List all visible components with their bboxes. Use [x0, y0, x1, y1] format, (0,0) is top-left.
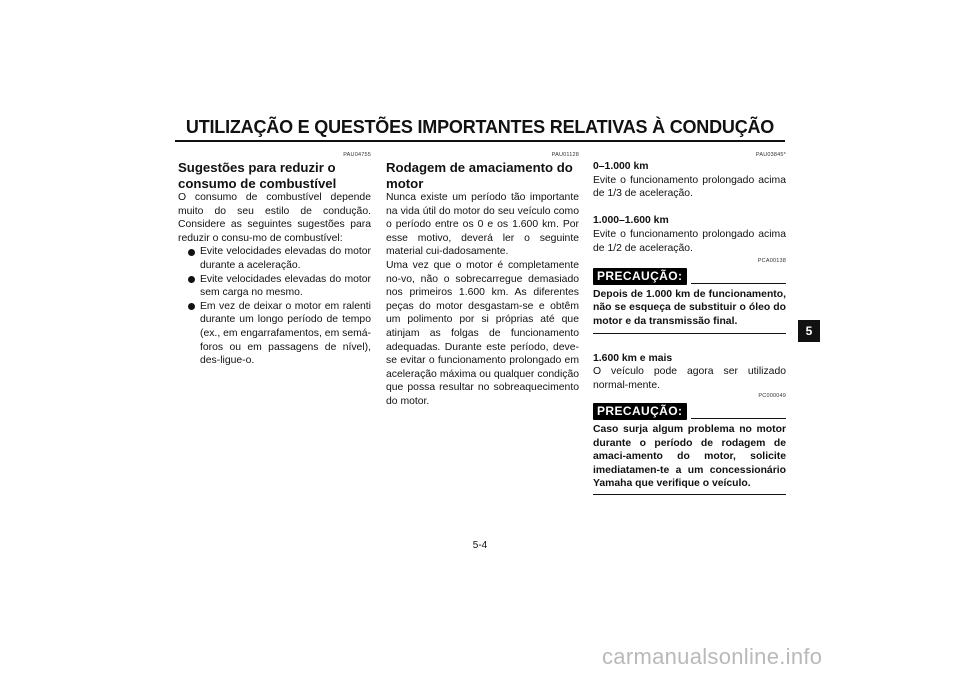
break-in-paragraph-1: Nunca existe um período tão importante na vida útil do motor do seu veículo como o período entre os 0 e os 1.600 km. Por esse motivo, deverá ler o seguinte material cui-dadosamente.	[386, 192, 579, 258]
break-in-paragraph-2: Uma vez que o motor é completamente no-vo, não o sobrecarregue demasiado nos primeiros 1.600 km. As diferentes peças do motor desgastam-se e obtêm um polimento por si próprias até que atinjam as folgas de funcionamento adequadas. Durante este período, deve-se evitar o funcionamento prolongado em aceleração máxima ou qualquer condição que possa resultar no sobreaquecimento do motor.	[386, 259, 579, 407]
caution-code: PC000049	[758, 393, 786, 400]
page-title: UTILIZAÇÃO E QUESTÕES IMPORTANTES RELATIVAS À CONDUÇÃO	[185, 117, 775, 137]
list-item-text: Evite velocidades elevadas do motor sem carga no mesmo.	[200, 273, 371, 299]
column-fuel-tips	[178, 152, 371, 368]
bullet-icon	[188, 249, 195, 256]
caution-label: PRECAUÇÃO:	[593, 403, 687, 420]
heading-line: Rodagem de amaciamento do	[386, 160, 573, 175]
list-item	[178, 273, 371, 300]
list-item	[178, 245, 371, 272]
stage-title-1000-1600: 1.000–1.600 km	[593, 215, 669, 227]
stage-text-1000-1600: Evite o funcionamento prolongado acima de 1/2 de aceleração.	[593, 228, 786, 254]
caution-rule	[691, 283, 786, 284]
list-item-text: Evite velocidades elevadas do motor durante a aceleração.	[200, 246, 371, 271]
column-break-in-stages	[593, 152, 786, 495]
heading-line: Sugestões para reduzir o	[178, 160, 336, 175]
chapter-tab: 5	[798, 320, 820, 342]
fuel-intro: O consumo de combustível depende muito do seu estilo de condução. Considere as seguintes sugestões para reduzir o consu-mo de combustível:	[178, 192, 371, 244]
section-heading-break-in	[386, 160, 579, 191]
bullet-icon	[188, 276, 195, 283]
caution-header	[593, 268, 786, 285]
header-rule	[175, 140, 785, 142]
section-code: PAU01128	[551, 152, 579, 158]
heading-line: motor	[386, 175, 424, 191]
caution-code: PCA00138	[757, 258, 786, 265]
caution-rule	[691, 418, 786, 419]
heading-line: consumo de combustível	[178, 175, 337, 191]
list-item	[178, 300, 371, 368]
stage-text-1600-plus: O veículo pode agora ser utilizado normal-mente.	[593, 366, 786, 391]
page-number: 5-4	[472, 540, 488, 551]
caution-label: PRECAUÇÃO:	[593, 268, 687, 285]
caution-header	[593, 403, 786, 420]
column-break-in	[386, 152, 579, 409]
list-item-text: Em vez de deixar o motor em ralenti durante um longo período de tempo (ex., em engarrafamentos, em semá-foros ou em passagens de nível), des-ligue-o.	[200, 300, 371, 367]
section-code: PAU04755	[343, 152, 371, 158]
stage-text-0-1000: Evite o funcionamento prolongado acima de 1/3 de aceleração.	[593, 174, 786, 200]
section-code: PAU03845*	[755, 152, 786, 158]
bullet-icon	[188, 303, 195, 310]
caution-text-oil: Depois de 1.000 km de funcionamento, não se esqueça de substituir o óleo do motor e da transmissão final.	[593, 288, 786, 334]
stage-title-1600-plus: 1.600 km e mais	[593, 352, 673, 364]
section-heading-fuel	[178, 160, 371, 191]
caution-text-problem: Caso surja algum problema no motor durante o período de rodagem de amaci-amento do motor, solicite imediatamen-te a um concessionário Yamaha que verifique o veículo.	[593, 423, 786, 495]
watermark-text: carmanualsonline.info	[602, 644, 823, 669]
stage-title-0-1000: 0–1.000 km	[593, 161, 649, 172]
fuel-tips-list	[178, 245, 371, 367]
